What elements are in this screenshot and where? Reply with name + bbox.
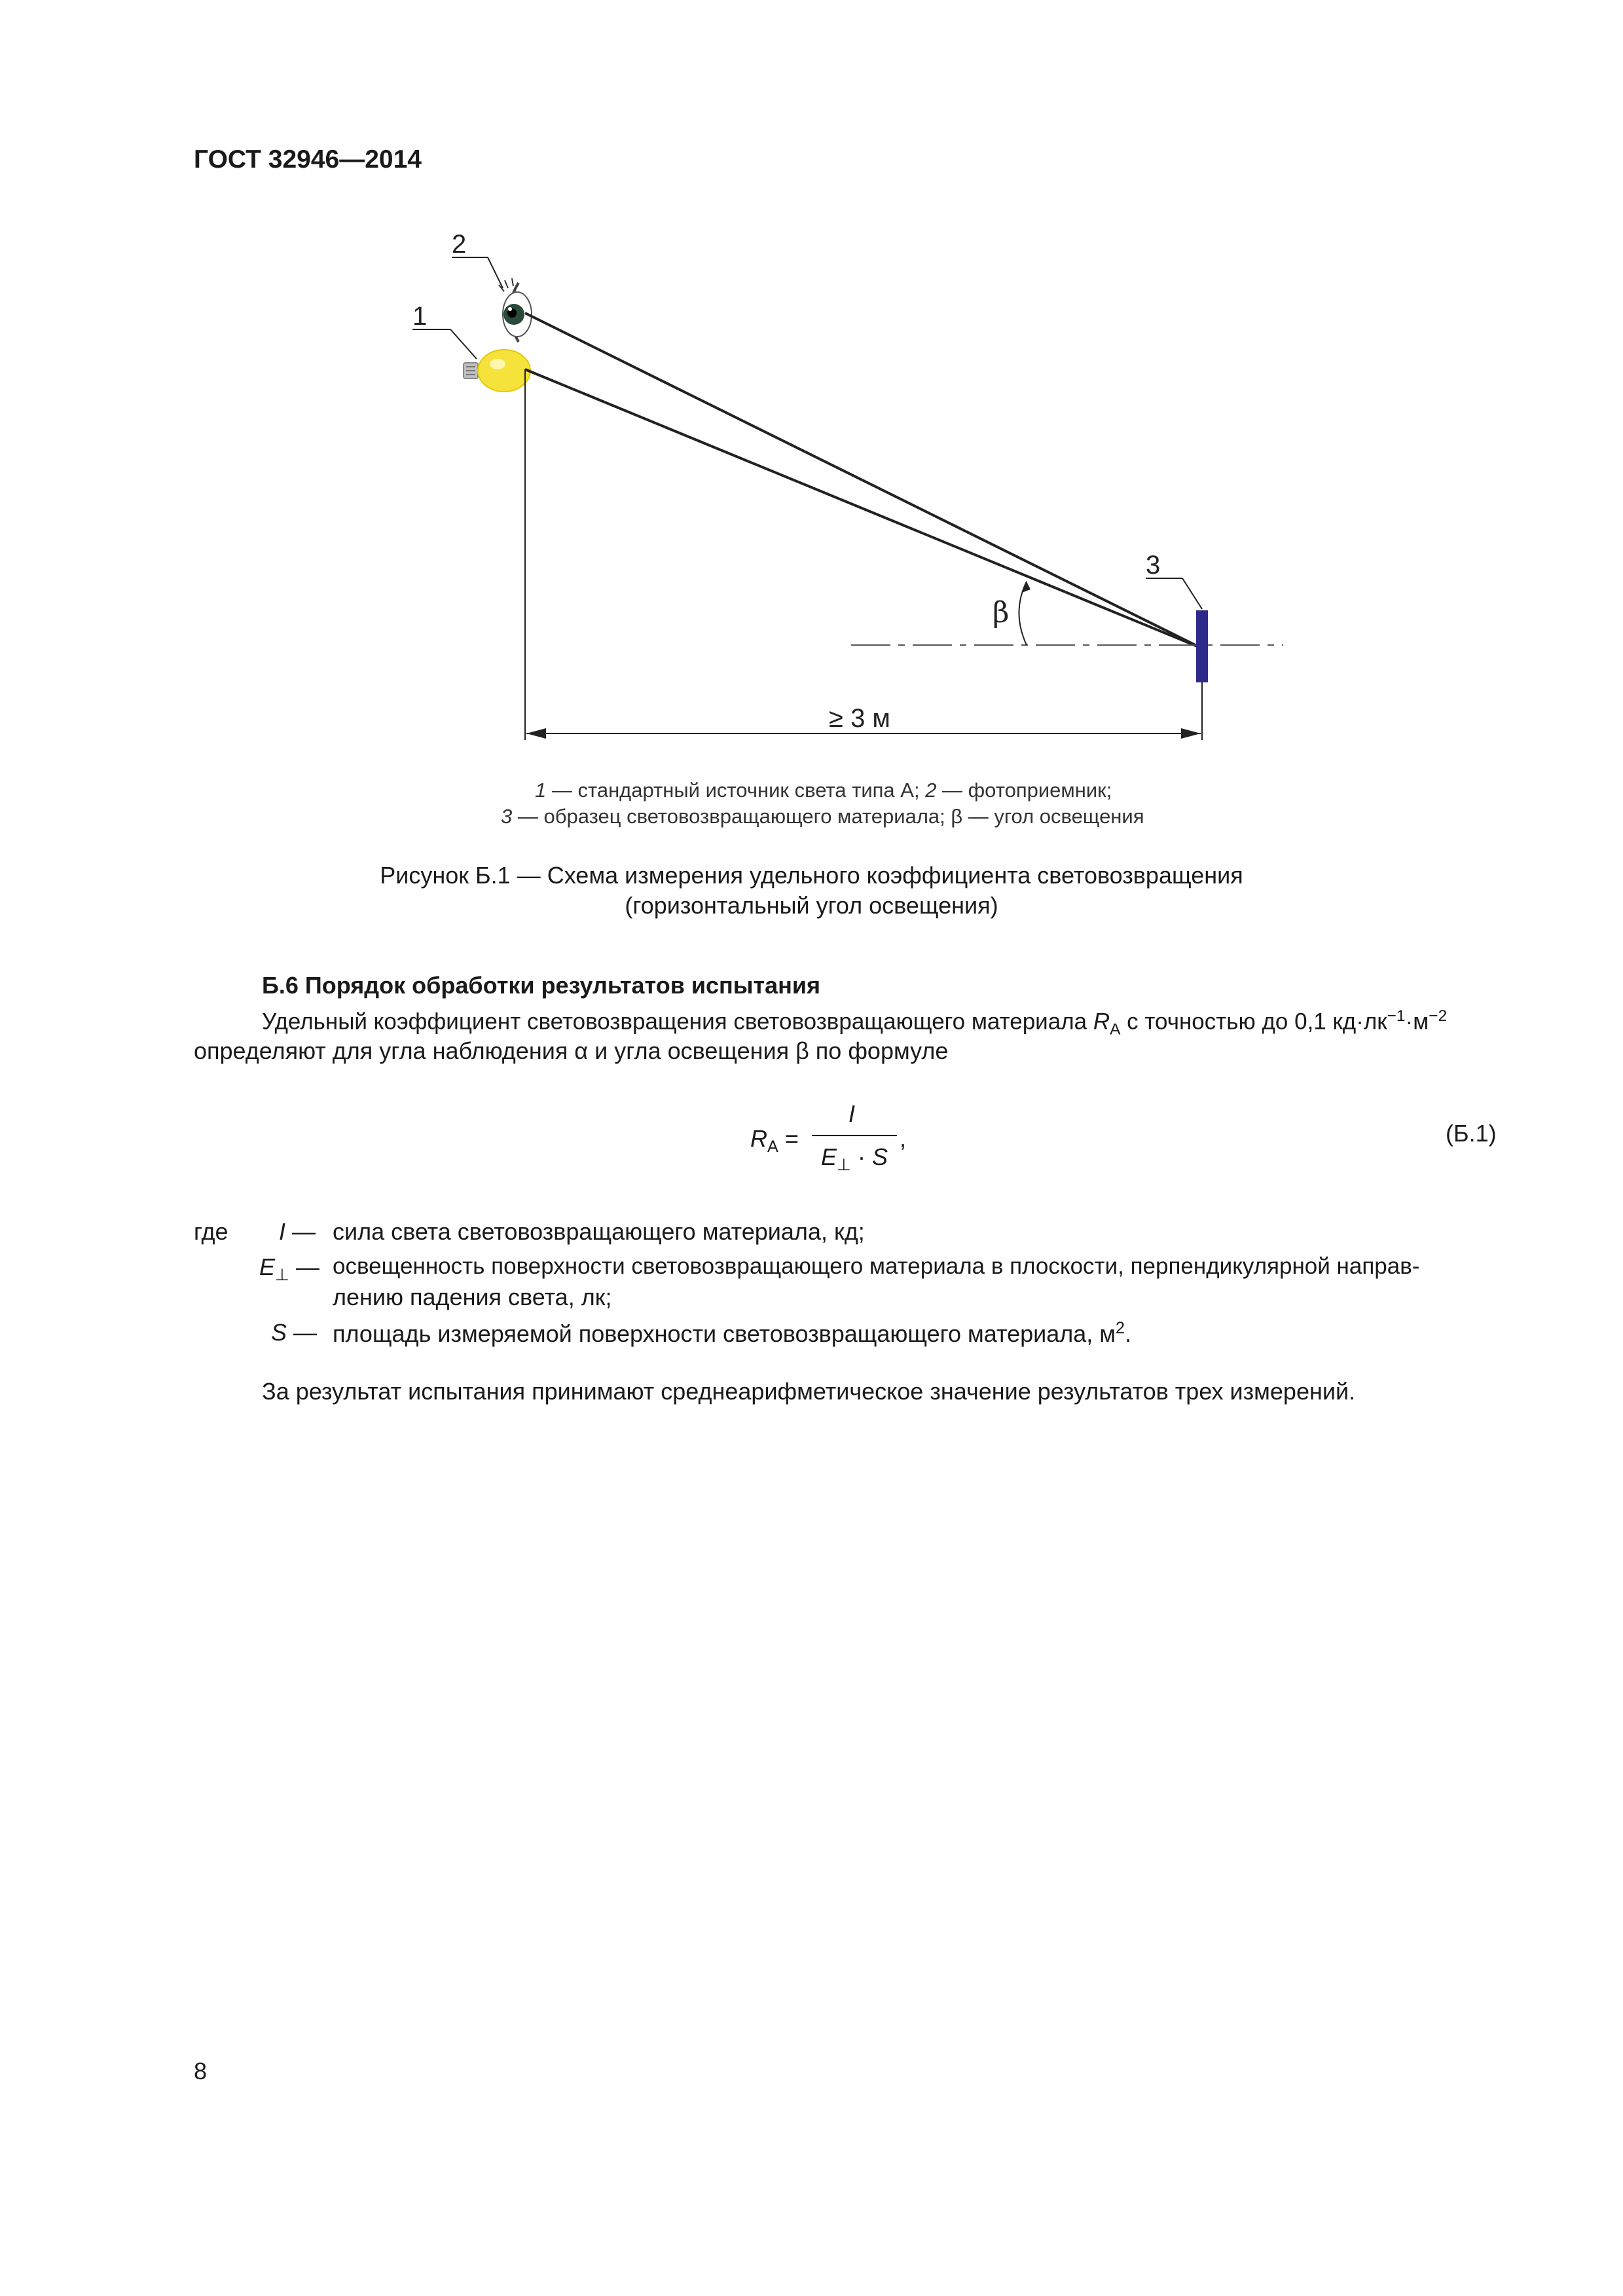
def-i-dash: —: [285, 1218, 316, 1245]
figure-caption-line-1: Рисунок Б.1 — Схема измерения удельного коэффициента световозвращения: [380, 862, 1243, 889]
formula-lhs: [750, 1125, 799, 1157]
paragraph-line-2: определяют для угла наблюдения α и угла освещения β по формуле: [194, 1037, 949, 1064]
legend-text-1: — стандартный источник света типа А;: [546, 779, 926, 802]
figure-legend-line-2: [501, 805, 1144, 828]
where-label: где: [194, 1218, 228, 1245]
formula-e: E: [821, 1143, 837, 1170]
label-receiver: 2: [452, 230, 467, 259]
def-s-text: площадь измеряемой поверхности световозвращающего материала, м: [333, 1320, 1116, 1347]
figure-caption-line-2: (горизонтальный угол освещения): [625, 892, 998, 919]
def-s-end: .: [1125, 1320, 1132, 1347]
document-header: ГОСТ 32946—2014: [194, 145, 422, 174]
def-i-symbol: I: [279, 1218, 286, 1245]
legend-text-3: — образец световозвращающего материала; β — угол освещения: [512, 805, 1144, 828]
fraction-bar: [812, 1135, 897, 1136]
def-e-sub: ⊥: [275, 1266, 289, 1285]
distance-label: ≥ 3 м: [829, 704, 890, 733]
label-source: 1: [412, 302, 428, 331]
observation-line: [525, 313, 1202, 648]
legend-num-3: 3: [501, 805, 513, 828]
def-s-exp: 2: [1116, 1319, 1125, 1337]
section-heading: Б.6 Порядок обработки результатов испытания: [262, 972, 820, 999]
formula-r-sub: А: [767, 1138, 778, 1157]
def-symbol-e: [259, 1253, 319, 1285]
label-sample: 3: [1146, 551, 1161, 580]
def-s-symbol: S: [271, 1319, 287, 1346]
formula-s: S: [871, 1143, 888, 1170]
def-text-e-line-1: освещенность поверхности световозвращающего материала в плоскости, перпендикулярной направ-: [333, 1253, 1420, 1279]
formula-equals: =: [778, 1125, 799, 1152]
eye-icon: [499, 278, 532, 342]
def-symbol-i: [279, 1218, 316, 1246]
def-text-e-line-2: лению падения света, лк;: [333, 1284, 612, 1310]
angle-label: β: [993, 596, 1010, 629]
symbol-r: R: [1093, 1009, 1110, 1035]
conclusion-paragraph: За результат испытания принимают среднеарифметическое значение результатов трех измерений.: [262, 1378, 1356, 1405]
paragraph-line-1: [262, 1007, 1447, 1039]
units-exp-2: −2: [1429, 1007, 1448, 1025]
para-units: с точностью до 0,1 кд·лк: [1120, 1009, 1387, 1035]
formula-denominator: [821, 1143, 888, 1175]
def-s-dash: —: [287, 1319, 318, 1346]
formula-comma: ,: [900, 1125, 907, 1152]
formula-r: R: [750, 1125, 767, 1152]
formula-number: (Б.1): [1446, 1120, 1497, 1147]
measurement-diagram: [0, 0, 1623, 878]
def-e-dash: —: [289, 1253, 319, 1280]
sample-plate: [1196, 610, 1208, 682]
bulb-glass: [478, 350, 530, 392]
formula-dot: ·: [850, 1143, 872, 1170]
def-symbol-s: [271, 1319, 317, 1346]
formula-numerator: I: [848, 1100, 856, 1127]
para-pre: Удельный коэффициент световозвращения световозвращающего материала: [262, 1009, 1093, 1035]
formula-perp: ⊥: [837, 1156, 851, 1175]
para-units-2: ·м: [1405, 1009, 1429, 1035]
illumination-line: [525, 369, 1202, 648]
def-text-s: [333, 1319, 1131, 1348]
figure-legend-line-1: [535, 779, 1112, 802]
page-number: 8: [194, 2058, 208, 2084]
units-exp-1: −1: [1387, 1007, 1406, 1025]
def-e-symbol: E: [259, 1253, 276, 1280]
def-text-i: сила света световозвращающего материала, кд;: [333, 1218, 865, 1245]
legend-num-2: 2: [925, 779, 937, 802]
legend-text-2: — фотоприемник;: [936, 779, 1112, 802]
legend-num-1: 1: [535, 779, 547, 802]
symbol-r-subscript: А: [1110, 1020, 1121, 1039]
